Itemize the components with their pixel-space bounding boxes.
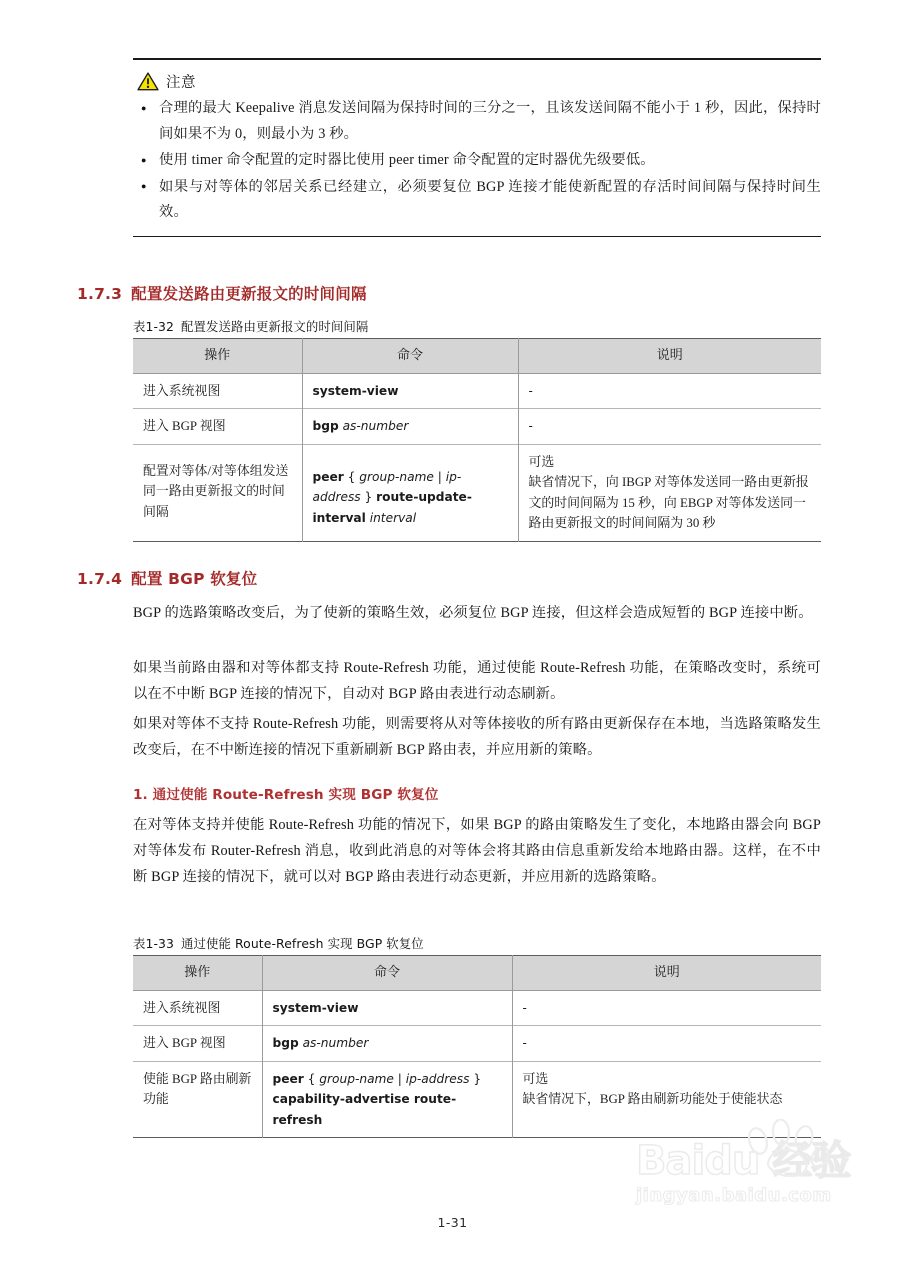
table-header-row	[133, 956, 821, 991]
cell-command	[262, 990, 512, 1026]
cell-description	[512, 1026, 821, 1062]
watermark-main-text: Baidu 经验	[636, 1138, 851, 1184]
command-argument: group-name	[359, 469, 434, 484]
command-argument: group-name	[319, 1071, 394, 1086]
command-argument: as-number	[302, 1036, 369, 1050]
description-line: 缺省情况下，BGP 路由刷新功能处于使能状态	[522, 1092, 783, 1106]
table-row	[133, 1026, 821, 1062]
section-title: 配置发送路由更新报文的时间间隔	[131, 285, 367, 303]
cell-command	[262, 1061, 512, 1138]
command-keyword: peer	[312, 469, 344, 484]
cell-operation: 进入系统视图	[133, 990, 262, 1026]
subsection-heading-1: 1. 通过使能 Route-Refresh 实现 BGP 软复位	[133, 787, 439, 803]
description-line: 可选	[522, 1071, 549, 1086]
description-line: -	[528, 419, 533, 433]
command-keyword: route-update-interval	[312, 490, 472, 525]
cell-operation: 进入 BGP 视图	[133, 1026, 262, 1062]
caution-note-box	[133, 58, 821, 237]
command-keyword: bgp	[272, 1036, 299, 1050]
description-line: -	[528, 383, 533, 398]
table-row	[133, 1061, 821, 1138]
command-argument: as-number	[342, 419, 409, 433]
command-argument: interval	[369, 510, 417, 525]
table-caption-text: 配置发送路由更新报文的时间间隔	[181, 319, 369, 334]
column-header-description: 说明	[512, 956, 821, 991]
command-keyword: system-view	[312, 383, 399, 398]
paragraph-1: BGP 的选路策略改变后，为了使新的策略生效，必须复位 BGP 连接，但这样会造成短暂的 BGP 连接中断。	[133, 605, 813, 621]
cell-operation: 进入系统视图	[133, 373, 302, 409]
command-line: peer { group-name | ip-address }	[272, 1071, 482, 1086]
description-line: 缺省情况下，向 IBGP 对等体发送同一路由更新报文的时间间隔为 15 秒，向 EBGP 对等体发送同一路由更新报文的时间间隔为 30 秒	[528, 475, 809, 530]
cell-description	[518, 444, 821, 541]
cell-command	[302, 444, 518, 541]
cell-description	[518, 409, 821, 445]
subsection-paragraph: 在对等体支持并使能 Route-Refresh 功能的情况下，如果 BGP 的路由策略发生了变化，本地路由器会向 BGP 对等体发布 Router-Refresh 消息，收到此消息的对等体会将其路由信息重新发给本地路由器。这样，在不中断 BGP 连接的情况下，就可以对 BGP 路由表进行动态更新，并应用新的选路策略。	[133, 817, 821, 885]
command-keyword: system-view	[272, 1000, 359, 1015]
page-number: 1-31	[437, 1215, 468, 1230]
cell-operation: 进入 BGP 视图	[133, 409, 302, 445]
table-caption-1-32	[133, 317, 368, 335]
table-caption-number: 表1-32	[133, 319, 175, 334]
command-keyword: bgp	[312, 419, 339, 433]
table-row	[133, 444, 821, 541]
column-header-command: 命令	[262, 956, 512, 991]
table-caption-1-33	[133, 934, 424, 952]
column-header-command: 命令	[302, 339, 518, 374]
cell-operation: 使能 BGP 路由刷新功能	[133, 1061, 262, 1138]
table-row	[133, 990, 821, 1026]
note-item: ● 合理的最大 Keepalive 消息发送间隔为保持时间的三分之一，且该发送间隔不能小于 1 秒，因此，保持时间如果不为 0，则最小为 3 秒。	[138, 96, 821, 147]
note-title: 注意	[166, 75, 196, 91]
watermark-sub-text: jingyan.baidu.com	[636, 1185, 832, 1206]
note-header	[137, 71, 821, 92]
note-item: ● 使用 timer 命令配置的定时器比使用 peer timer 命令配置的定时器优先级要低。	[138, 148, 821, 174]
command-keyword: peer	[272, 1071, 304, 1086]
table-header-row	[133, 339, 821, 374]
command-line	[273, 1092, 457, 1127]
column-header-operation: 操作	[133, 339, 302, 374]
table-caption-text: 通过使能 Route-Refresh 实现 BGP 软复位	[181, 936, 424, 951]
section-title: 配置 BGP 软复位	[131, 570, 258, 588]
cell-description	[512, 1061, 821, 1138]
table-1-33	[133, 955, 821, 1138]
section-number: 1.7.3	[77, 285, 123, 303]
paragraph-3: 如果对等体不支持 Route-Refresh 功能，则需要将从对等体接收的所有路由更新保存在本地，当选路策略发生改变后，在不中断连接的情况下重新刷新 BGP 路由表，并应用新的策略。	[133, 716, 821, 758]
command-argument: ip-address	[405, 1071, 470, 1086]
table-1-32	[133, 338, 821, 542]
column-header-operation: 操作	[133, 956, 262, 991]
paragraph-2: 如果当前路由器和对等体都支持 Route-Refresh 功能，通过使能 Route-Refresh 功能，在策略改变时，系统可以在不中断 BGP 连接的情况下，自动对 BGP 路由表进行动态刷新。	[133, 660, 821, 702]
note-item: ● 如果与对等体的邻居关系已经建立，必须要复位 BGP 连接才能使新配置的存活时间间隔与保持时间生效。	[138, 175, 821, 226]
cell-command	[302, 373, 518, 409]
note-item-list	[133, 96, 821, 226]
column-header-description: 说明	[518, 339, 821, 374]
table-caption-number: 表1-33	[133, 936, 175, 951]
table-row	[133, 373, 821, 409]
cell-operation: 配置对等体/对等体组发送同一路由更新报文的时间间隔	[133, 444, 302, 541]
table-row	[133, 409, 821, 445]
cell-description	[512, 990, 821, 1026]
cell-description	[518, 373, 821, 409]
command-line: peer { group-name | ip-address }	[312, 469, 462, 504]
command-argument: ip-address	[312, 469, 462, 504]
cell-command	[302, 409, 518, 445]
section-heading-1-7-3	[77, 282, 367, 304]
section-number: 1.7.4	[77, 570, 123, 588]
section-heading-1-7-4	[77, 567, 257, 589]
command-keyword: capability-advertise route-refresh	[272, 1092, 457, 1127]
cell-command	[262, 1026, 512, 1062]
description-line: -	[522, 1036, 527, 1050]
description-line: 可选	[528, 454, 555, 469]
warning-triangle-icon	[137, 72, 159, 91]
description-line: -	[522, 1000, 527, 1015]
